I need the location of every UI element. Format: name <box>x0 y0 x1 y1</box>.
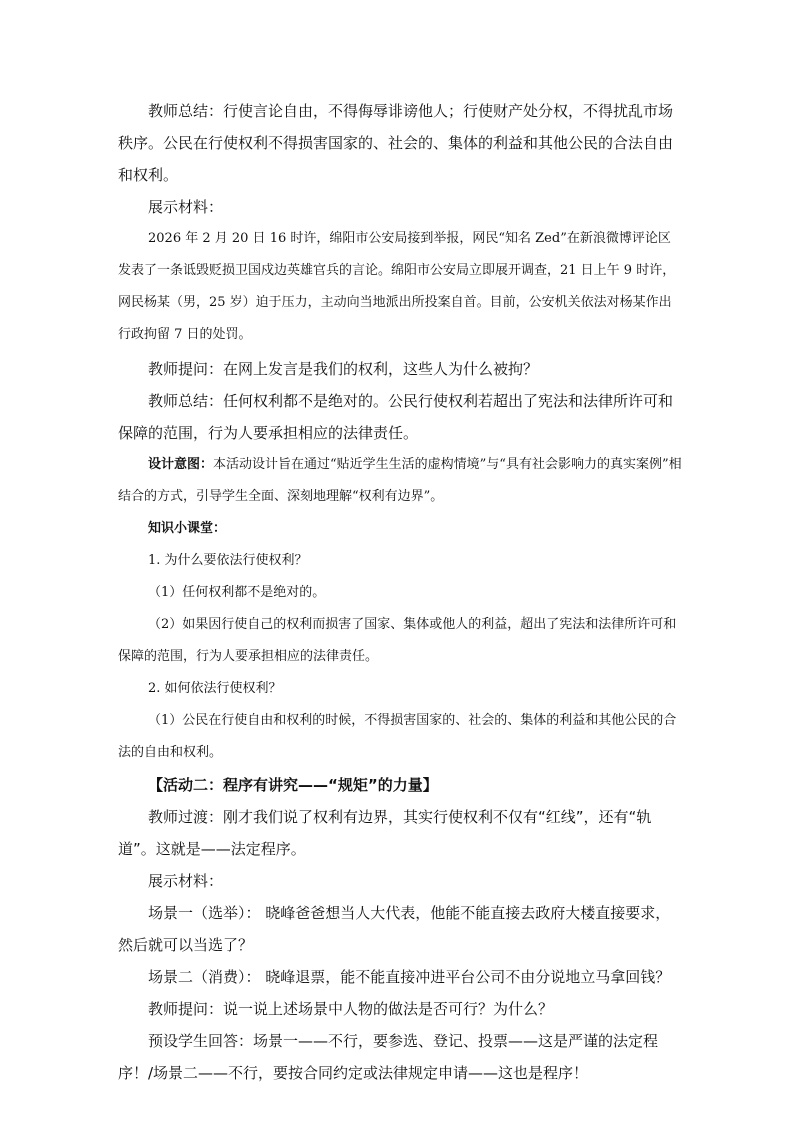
expected-answer-paragraph: 预设学生回答：场景一——不行，要参选、登记、投票——这是严谨的法定程序！/场景二——不行，要按合同约定或法律规定申请——这也是程序！ <box>118 1032 659 1082</box>
scenario-two-paragraph: 场景二（消费）： 晓峰退票，能不能直接冲进平台公司不由分说地立马拿回钱？ <box>148 968 671 986</box>
activity-two-heading: 【活动二：程序有讲究——“规矩”的力量】 <box>148 776 438 794</box>
knowledge-question-1: 1. 为什么要依法行使权利？ <box>148 553 308 568</box>
document-body <box>118 95 682 1089</box>
knowledge-answer-1-1: （1）任何权利都不是绝对的。 <box>148 585 326 600</box>
teacher-transition-paragraph: 教师过渡：刚才我们说了权利有边界，其实行使权利不仅有“红线”，还有“轨道”。这就是——法定程序。 <box>118 808 652 858</box>
knowledge-answer-2-1: （1）公民在行使自由和权利的时候，不得损害国家的、社会的、集体的利益和其他公民的合法的自由和权利。 <box>118 713 677 760</box>
design-intent-label: 设计意图： <box>148 457 214 472</box>
teacher-summary-paragraph-2: 教师总结：任何权利都不是绝对的。公民行使权利若超出了宪法和法律所许可和保障的范围，行为人要承担相应的法律责任。 <box>118 392 674 442</box>
design-intent-text: 本活动设计旨在通过“贴近学生生活的虚构情境”与“具有社会影响力的真实案例”相结合的方式，引导学生全面、深刻地理解“权利有边界”。 <box>118 457 682 504</box>
knowledge-question-2: 2. 如何依法行使权利？ <box>148 681 282 696</box>
scenario-one-paragraph: 场景一（选举）： 晓峰爸爸想当人大代表，他能不能直接去政府大楼直接要求，然后就可以当选了？ <box>118 904 671 954</box>
teacher-summary-paragraph: 教师总结：行使言论自由，不得侮辱诽谤他人；行使财产处分权，不得扰乱市场秩序。公民在行使权利不得损害国家的、社会的、集体的利益和其他公民的合法自由和权利。 <box>118 102 674 184</box>
show-material-label: 展示材料： <box>148 198 224 216</box>
knowledge-answer-1-2: （2）如果因行使自己的权利而损害了国家、集体或他人的利益，超出了宪法和法律所许可和保障的范围，行为人要承担相应的法律责任。 <box>118 617 677 664</box>
teacher-question-paragraph-2: 教师提问：说一说上述场景中人物的做法是否可行？为什么？ <box>148 1000 554 1018</box>
case-material-paragraph: 2026 年 2 月 20 日 16 时许，绵阳市公安局接到举报，网民“知名 Zed”在新浪微博评论区发表了一条诋毁贬损卫国戍边英雄官兵的言论。绵阳市公安局立即展开调查，21 日上午 9 时许，网民杨某（男，25 岁）迫于压力，主动向当地派出所投案自首。目前，公安机关依法对杨某作出行政拘留 7 日的处罚。 <box>118 231 676 342</box>
design-intent-paragraph <box>118 449 682 513</box>
teacher-question-paragraph: 教师提问：在网上发言是我们的权利，这些人为什么被拘？ <box>148 360 539 378</box>
knowledge-class-heading: 知识小课堂： <box>148 521 227 536</box>
show-material-label-2: 展示材料： <box>148 872 224 890</box>
